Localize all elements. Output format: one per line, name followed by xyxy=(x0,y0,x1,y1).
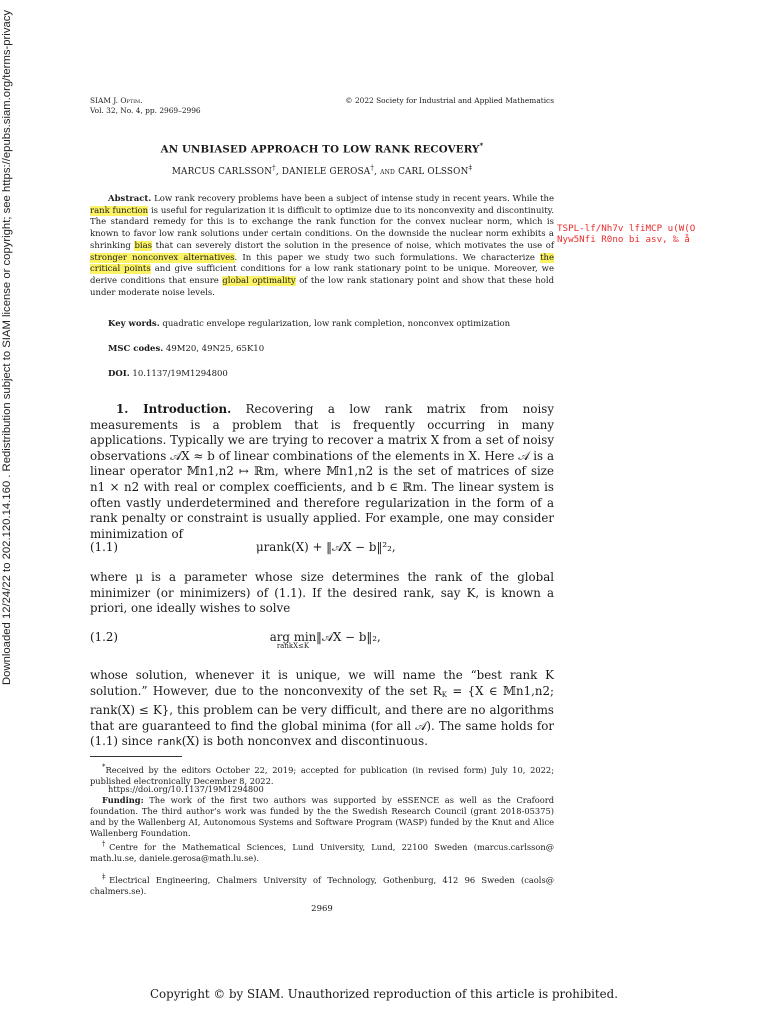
highlight-global-optimality[interactable]: global optimality xyxy=(222,275,296,286)
equation-1-1-label: (1.1) xyxy=(90,540,118,554)
title-footnote-mark: * xyxy=(479,141,484,150)
page-number: 2969 xyxy=(311,904,333,914)
journal-volume: Vol. 32, No. 4, pp. 2969–2996 xyxy=(90,105,201,115)
author-list: MARCUS CARLSSON†, DANIELE GEROSA†, and CARL OLSSON‡ xyxy=(171,164,473,177)
abstract: Abstract. Low rank recovery problems have been a subject of intense study in recent years. While the rank function is useful for regularization it is difficult to optimize due to its nonconvexity and discontinuity. The standard remedy for this is to exchange the rank function for the convex nuclear norm, which is known to favor low rank solutions under certain conditions. On the downside the nuclear norm exhibits a shrinking bias that can severely distort the solution in the presence of noise, which motivates the use of stronger nonconvex alternatives. In this paper we study two such formulations. We characterize the critical points and give sufficient conditions for a low rank stationary point to be unique. Moreover, we derive conditions that ensure global optimality of the low rank stationary point and show that these hold under moderate noise levels. xyxy=(90,194,555,298)
footnote-affiliation-1: †Centre for the Mathematical Sciences, Lund University, Lund, 22100 Sweden (marcus.carlsson@ math.lu.se, daniele.gerosa@math.lu.se). xyxy=(90,840,554,863)
equation-1-2-label: (1.2) xyxy=(90,630,118,644)
footnote-divider xyxy=(90,756,182,757)
highlight-nonconvex-alternatives[interactable]: stronger nonconvex alternatives xyxy=(90,252,235,263)
doi: DOI. 10.1137/19M1294800 xyxy=(108,369,228,379)
author-3: CARL OLSSON xyxy=(398,166,469,177)
copyright-header: © 2022 Society for Industrial and Applied Mathematics xyxy=(345,96,554,105)
highlight-bias[interactable]: bias xyxy=(134,240,153,251)
section-heading: 1. Introduction. xyxy=(116,402,232,416)
equation-1-2: ‖𝒜X − b‖₂, xyxy=(316,630,381,644)
copyright-footer: Copyright © by SIAM. Unauthorized reproduction of this article is prohibited. xyxy=(150,987,618,1001)
footnote-doi-link[interactable]: https://doi.org/10.1137/19M1294800 xyxy=(108,784,264,794)
footnote-affiliation-2: ‡Electrical Engineering, Chalmers University of Technology, Gothenburg, 412 96 Sweden (caols@ chalmers.se). xyxy=(90,873,555,896)
highlight-critical-points[interactable]: the critical points xyxy=(90,252,554,275)
introduction-paragraph-2: where μ is a parameter whose size determines the rank of the global minimizer (or minimizers) of (1.1). If the desired rank, say K, is known a priori, one ideally wishes to solve xyxy=(90,570,554,616)
footnote-funding: Funding: The work of the first two authors was supported by eSSENCE as well as the Crafoord foundation. The third author’s work was funded by the the Swedish Research Council (grant 2018-05375) and by the Wallenberg AI, Autonomous Systems and Software Program (WASP) funded by the Knut and Alice Wallenberg Foundation. xyxy=(90,795,555,838)
margin-annotation[interactable]: TSPL-lf/Nh7v lfiMCP u(W(ONyw5Nfi R0no bi asv, ‰ å xyxy=(557,223,696,245)
keywords: Key words. quadratic envelope regularization, low rank completion, nonconvex optimization xyxy=(108,319,511,329)
paper-title: AN UNBIASED APPROACH TO LOW RANK RECOVERY* xyxy=(160,141,484,156)
journal-header xyxy=(90,96,290,115)
author-1: MARCUS CARLSSON xyxy=(171,166,273,177)
author-2: DANIELE GEROSA xyxy=(281,166,371,177)
equation-1-2-operator: arg min rankX≤K xyxy=(269,630,317,650)
highlight-rank-function[interactable]: rank function xyxy=(90,205,149,216)
introduction-paragraph-3: whose solution, whenever it is unique, we will name the “best rank K solution.” However, due to the nonconvexity of the set $R_K = \{X$ ∈ 𝕄n1,n2; rank(X) ≤ K}, this problem can be very difficult, and there are no algorithms that are guaranteed to find the global minima (for all 𝒜). The same holds for (1.1) since rank(X) is both nonconvex and discontinuous. xyxy=(90,668,554,749)
abstract-label: Abstract. xyxy=(108,194,152,204)
footnote-received: *Received by the editors October 22, 2019; accepted for publication (in revised form) July 10, 2022; published electronically December 8, 2022. xyxy=(90,763,554,786)
equation-1-1: μrank(X) + ‖𝒜X − b‖²₂, xyxy=(256,540,396,554)
download-notice-sidebar: Downloaded 12/24/22 to 202.120.14.160 . Redistribution subject to SIAM license or copyright; see https://epubs.siam.org/terms-privacy xyxy=(1,9,13,685)
msc-codes: MSC codes. 49M20, 49N25, 65K10 xyxy=(108,344,265,354)
journal-name: SIAM J. Optim. xyxy=(90,96,143,105)
introduction-paragraph-1: 1. Introduction. Recovering a low rank matrix from noisy measurements is a problem that is frequently occurring in many applications. Typically we are trying to recover a matrix X from a set of noisy observations 𝒜X ≈ b of linear combinations of the elements in X. Here 𝒜 is a linear operator 𝕄n1,n2 ↦ ℝm, where 𝕄n1,n2 is the set of matrices of size n1 × n2 with real or complex coefficients, and b ∈ ℝm. The linear system is often vastly underdetermined and therefore regularization in the form of a rank penalty or constraint is usually applied. For example, one may consider minimization of xyxy=(90,402,555,541)
